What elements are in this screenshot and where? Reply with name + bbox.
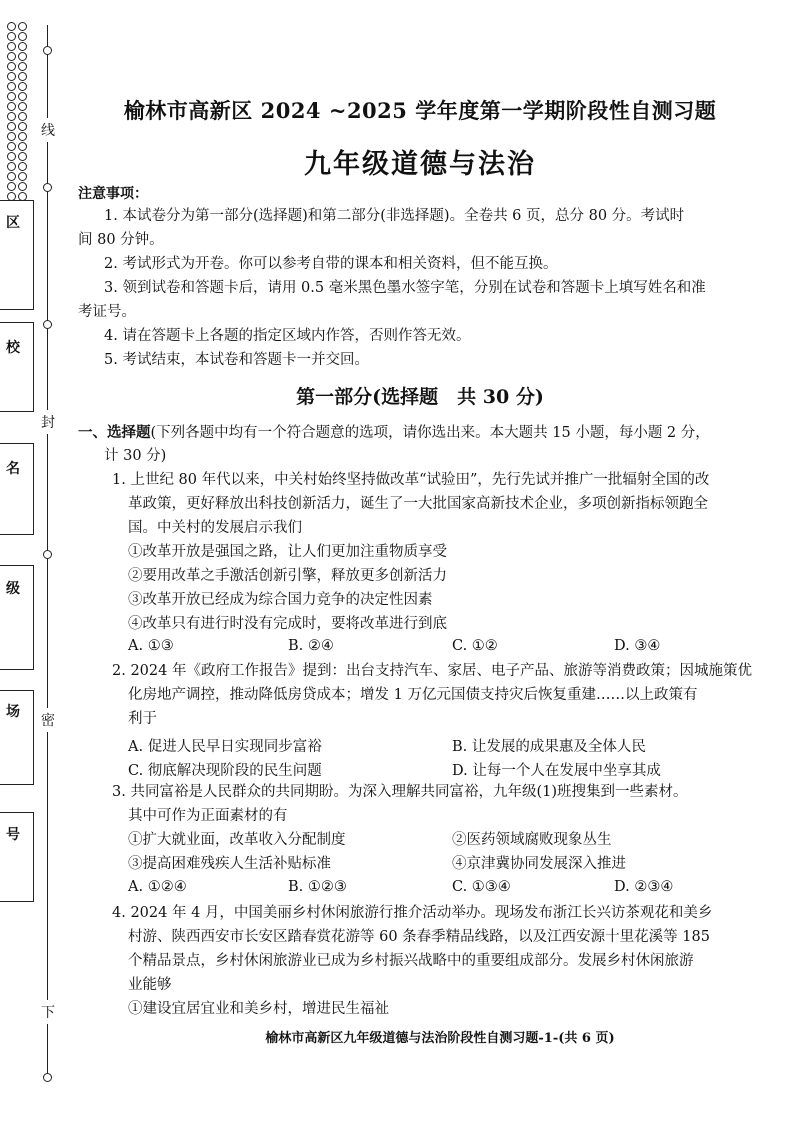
binding-hole bbox=[7, 52, 16, 61]
note-line: 考证号。 bbox=[78, 304, 136, 320]
section-intro bbox=[78, 421, 710, 445]
q3-stem: 其中可作为正面素材的有 bbox=[128, 808, 288, 824]
field-label-room: 场 bbox=[6, 704, 20, 720]
q1-statement: ④改革只有进行时没有完成时，要将改革进行到底 bbox=[128, 616, 447, 632]
q4-stem: 4. 2024 年 4 月，中国美丽乡村休闲旅游行推介活动举办。现场发布浙江长兴访茶观花和美乡 bbox=[112, 905, 713, 921]
binding-hole bbox=[7, 162, 16, 171]
binding-hole bbox=[18, 182, 27, 191]
q3-option-d[interactable]: D. ②③④ bbox=[614, 879, 674, 895]
q2-stem: 利于 bbox=[128, 711, 157, 727]
note-line: 间 80 分钟。 bbox=[78, 232, 164, 248]
binding-hole bbox=[18, 162, 27, 171]
q4-stem: 村游、陕西西安市长安区踏春赏花游等 60 条春季精品线路，以及江西安源十里花溪等 185 bbox=[128, 929, 710, 945]
q1-option-d[interactable]: D. ③④ bbox=[614, 638, 661, 654]
binding-hole bbox=[7, 142, 16, 151]
binding-mark-seal: 封 bbox=[40, 410, 56, 434]
binding-hole bbox=[18, 72, 27, 81]
binding-node bbox=[43, 320, 52, 329]
binding-hole bbox=[7, 92, 16, 101]
binding-hole bbox=[18, 22, 27, 31]
binding-hole bbox=[18, 62, 27, 71]
binding-hole bbox=[7, 112, 16, 121]
binding-hole bbox=[18, 82, 27, 91]
binding-hole bbox=[18, 122, 27, 131]
q1-statement: ①改革开放是强国之路，让人们更加注重物质享受 bbox=[128, 544, 447, 560]
q2-option-b[interactable]: B. 让发展的成果惠及全体人民 bbox=[452, 739, 646, 755]
binding-hole bbox=[7, 32, 16, 41]
note-line: 4. 请在答题卡上各题的指定区域内作答，否则作答无效。 bbox=[104, 328, 471, 344]
q2-stem: 2. 2024 年《政府工作报告》提到：出台支持汽车、家居、电子产品、旅游等消费政策；因城施策优 bbox=[112, 663, 752, 679]
q1-option-a[interactable]: A. ①③ bbox=[128, 638, 174, 654]
q1-statement: ②要用改革之手激活创新引擎，释放更多创新活力 bbox=[128, 568, 447, 584]
field-label-class: 级 bbox=[6, 581, 20, 597]
binding-strip bbox=[0, 0, 70, 1123]
note-line: 1. 本试卷分为第一部分(选择题)和第二部分(非选择题)。全卷共 6 页，总分 80 分。考试时 bbox=[104, 208, 685, 224]
section-heading: 一、选择题 bbox=[78, 424, 151, 441]
section-instructions-cont: 计 30 分) bbox=[104, 448, 167, 464]
binding-hole bbox=[18, 132, 27, 141]
section-instructions: (下列各题中均有一个符合题意的选项，请你选出来。本大题共 15 小题，每小题 2 分， bbox=[150, 425, 710, 441]
binding-node bbox=[43, 183, 52, 192]
q1-option-c[interactable]: C. ①② bbox=[452, 638, 498, 654]
exam-title: 榆林市高新区 2024 ~2025 学年度第一学期阶段性自测习题 bbox=[123, 98, 717, 123]
q2-option-a[interactable]: A. 促进人民早日实现同步富裕 bbox=[128, 739, 322, 755]
binding-hole bbox=[7, 62, 16, 71]
binding-hole bbox=[18, 52, 27, 61]
q2-option-c[interactable]: C. 彻底解决现阶段的民生问题 bbox=[128, 763, 322, 779]
binding-node bbox=[43, 550, 52, 559]
q3-option-a[interactable]: A. ①②④ bbox=[128, 879, 187, 895]
q2-stem: 化房地产调控，推动降低房贷成本；增发 1 万亿元国债支持灾后恢复重建……以上政策有 bbox=[128, 687, 698, 703]
q3-statement: ②医药领域腐败现象丛生 bbox=[452, 832, 612, 848]
binding-hole bbox=[7, 122, 16, 131]
binding-hole bbox=[18, 42, 27, 51]
binding-hole bbox=[18, 112, 27, 121]
note-line: 3. 领到试卷和答题卡后，请用 0.5 毫米黑色墨水签字笔，分别在试卷和答题卡上填写姓名和准 bbox=[104, 280, 706, 296]
binding-hole bbox=[7, 172, 16, 181]
binding-hole bbox=[7, 72, 16, 81]
q3-statement: ①扩大就业面，改革收入分配制度 bbox=[128, 832, 346, 848]
q3-statement: ④京津冀协同发展深入推进 bbox=[452, 856, 626, 872]
binding-hole bbox=[7, 152, 16, 161]
binding-hole bbox=[18, 172, 27, 181]
field-label-school: 校 bbox=[6, 340, 20, 356]
binding-hole bbox=[7, 42, 16, 51]
field-label-district: 区 bbox=[6, 215, 20, 231]
q4-stem: 业能够 bbox=[128, 977, 172, 993]
q1-stem: 国。中关村的发展启示我们 bbox=[128, 520, 302, 536]
page-footer: 榆林市高新区九年级道德与法治阶段性自测习题-1-(共 6 页) bbox=[265, 1031, 615, 1046]
binding-hole bbox=[18, 102, 27, 111]
field-box-school[interactable] bbox=[0, 322, 34, 412]
field-label-number: 号 bbox=[6, 827, 20, 843]
binding-hole bbox=[18, 142, 27, 151]
binding-hole bbox=[7, 182, 16, 191]
binding-mark-secret: 密 bbox=[40, 708, 56, 732]
q1-option-b[interactable]: B. ②④ bbox=[288, 638, 334, 654]
q3-statement: ③提高困难残疾人生活补贴标准 bbox=[128, 856, 331, 872]
binding-hole bbox=[7, 132, 16, 141]
q3-option-c[interactable]: C. ①③④ bbox=[452, 879, 511, 895]
q1-stem: 革政策，更好释放出科技创新活力，诞生了一大批国家高新技术企业，多项创新指标领跑全 bbox=[128, 496, 708, 512]
q1-stem: 1. 上世纪 80 年代以来，中关村始终坚持做改革“试验田”，先行先试并推广一批辐射全国的改 bbox=[112, 472, 710, 488]
q4-statement: ①建设宜居宜业和美乡村，增进民生福祉 bbox=[128, 1001, 389, 1017]
field-label-name: 名 bbox=[6, 461, 20, 477]
binding-hole bbox=[18, 32, 27, 41]
q4-stem: 个精品景点，乡村休闲旅游业已成为乡村振兴战略中的重要组成部分。发展乡村休闲旅游 bbox=[128, 953, 694, 969]
binding-hole bbox=[7, 22, 16, 31]
binding-mark-down: 下 bbox=[40, 1000, 56, 1024]
binding-hole bbox=[18, 92, 27, 101]
q1-statement: ③改革开放已经成为综合国力竞争的决定性因素 bbox=[128, 592, 433, 608]
binding-node bbox=[43, 1073, 52, 1082]
notes-heading: 注意事项： bbox=[78, 186, 148, 202]
note-line: 2. 考试形式为开卷。你可以参考自带的课本和相关资料，但不能互换。 bbox=[104, 256, 558, 272]
binding-mark-line: 线 bbox=[40, 118, 56, 142]
part1-title: 第一部分(选择题 共 30 分) bbox=[296, 386, 544, 408]
q3-option-b[interactable]: B. ①②③ bbox=[288, 879, 347, 895]
q3-stem: 3. 共同富裕是人民群众的共同期盼。为深入理解共同富裕，九年级(1)班搜集到一些素材。 bbox=[112, 784, 688, 800]
binding-node bbox=[43, 46, 52, 55]
q2-option-d[interactable]: D. 让每一个人在发展中坐享其成 bbox=[452, 763, 661, 779]
binding-hole bbox=[7, 82, 16, 91]
binding-hole bbox=[18, 152, 27, 161]
binding-holes bbox=[6, 22, 30, 201]
binding-hole bbox=[7, 102, 16, 111]
note-line: 5. 考试结束，本试卷和答题卡一并交回。 bbox=[104, 352, 369, 368]
subject-title: 九年级道德与法治 bbox=[304, 149, 536, 180]
field-box-name[interactable] bbox=[0, 443, 34, 535]
